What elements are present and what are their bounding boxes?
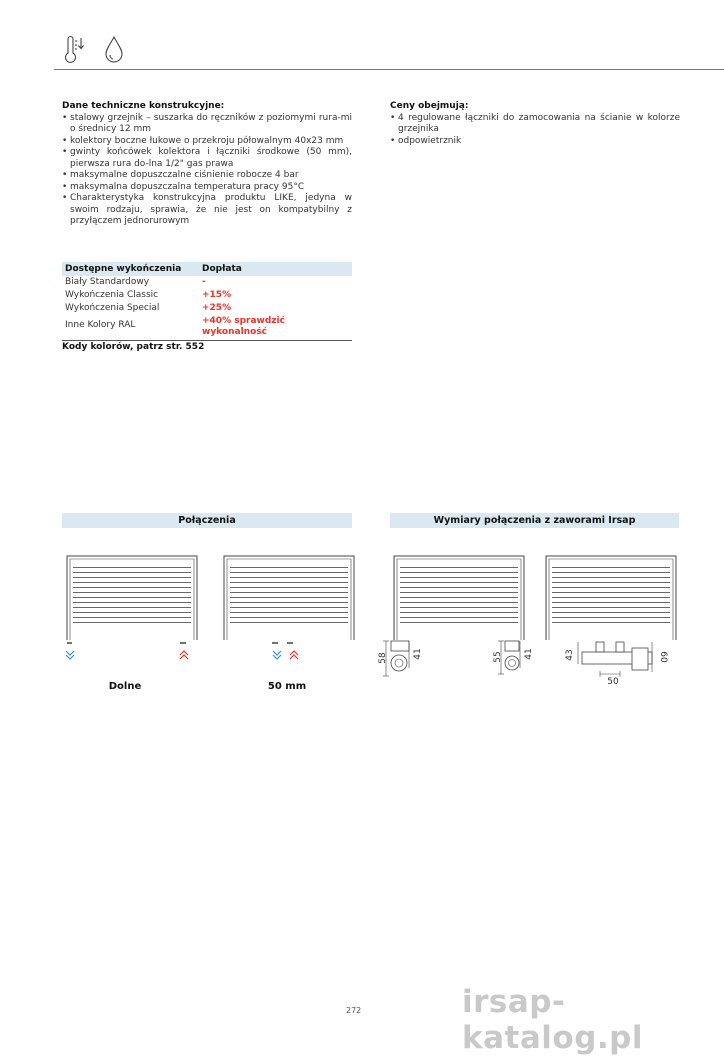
technical-data <box>62 101 352 228</box>
dim-60: 60 <box>658 651 668 663</box>
label-center-connection: 50 mm <box>267 681 307 692</box>
finish-name: Wykończenia Special <box>65 303 160 313</box>
list-item: • gwinty końcówek kolektora i łączniki środkowe (50 mm), pierwsza rura do-lna 1/2" gas prawa <box>62 147 352 170</box>
page-number: 272 <box>346 1006 362 1015</box>
list-item: • 4 regulowane łączniki do zamocowania na ścianie w kolorze grzejnika <box>390 113 680 136</box>
list-item: • Charakterystyka konstrukcyjna produktu LIKE, jedyna w swoim rodzaju, sprawia, że nie jest on kompatybilny z przyłączem jednorurowym <box>62 193 352 228</box>
dim-41-b: 41 <box>524 648 534 660</box>
connections-bar: Połączenia <box>62 513 352 528</box>
finish-surcharge: +40% sprawdzić wykonalność <box>202 316 285 337</box>
dim-55: 55 <box>493 651 503 663</box>
price-includes <box>390 101 680 147</box>
watermark: irsap-katalog.pl <box>462 984 643 1056</box>
list-item: • maksymalna dopuszczalna temperatura pracy 95°C <box>62 182 352 194</box>
flow-in-blue-icon <box>273 651 281 659</box>
top-icons <box>62 35 132 65</box>
radiator-bottom-connection <box>67 556 197 643</box>
finish-name: Inne Kolory RAL <box>65 320 136 330</box>
dim-43: 43 <box>565 649 575 661</box>
finish-surcharge: +25% <box>202 303 232 313</box>
list-item: • odpowietrznik <box>390 136 680 148</box>
finishes-table <box>62 262 352 352</box>
dim-41-a: 41 <box>413 648 423 660</box>
finish-surcharge: - <box>202 277 206 287</box>
table-row <box>62 315 352 338</box>
dim-58: 58 <box>378 652 388 664</box>
finish-surcharge: +15% <box>202 290 232 300</box>
technical-heading: Dane techniczne konstrukcyjne: <box>62 101 225 111</box>
price-heading: Ceny obejmują: <box>390 101 469 111</box>
list-item: • stalowy grzejnik – suszarka do ręczników z poziomymi rura-mi o średnicy 12 mm <box>62 113 352 136</box>
header-finish: Dostępne wykończenia <box>65 264 182 274</box>
table-bottom-rule <box>62 340 352 341</box>
table-row <box>62 276 352 289</box>
dim-50: 50 <box>607 677 619 687</box>
finish-name: Wykończenia Classic <box>65 290 159 300</box>
header-surcharge: Dopłata <box>202 264 242 274</box>
flow-in-blue-icon <box>66 651 74 659</box>
valve-dimensions-bar: Wymiary połączenia z zaworami Irsap <box>390 513 679 528</box>
label-bottom-connection: Dolne <box>108 681 142 692</box>
color-codes-note: Kody kolorów, patrz str. 552 <box>62 342 205 352</box>
price-list <box>390 113 680 148</box>
flow-out-red-icon <box>180 651 188 659</box>
header-rule <box>54 69 724 70</box>
finish-name: Biały Standardowy <box>65 277 150 287</box>
list-item: • maksymalne dopuszczalne ciśnienie robocze 4 bar <box>62 170 352 182</box>
table-header <box>62 262 352 276</box>
table-row <box>62 302 352 315</box>
technical-list <box>62 113 352 228</box>
list-item: • kolektory boczne łukowe o przekroju półowalnym 40x23 mm <box>62 136 352 148</box>
flow-out-red-icon <box>290 651 298 659</box>
water-drop-icon <box>106 37 122 62</box>
thermometer-down-icon <box>66 37 84 63</box>
table-row <box>62 289 352 302</box>
radiator-center-connection <box>224 556 354 643</box>
